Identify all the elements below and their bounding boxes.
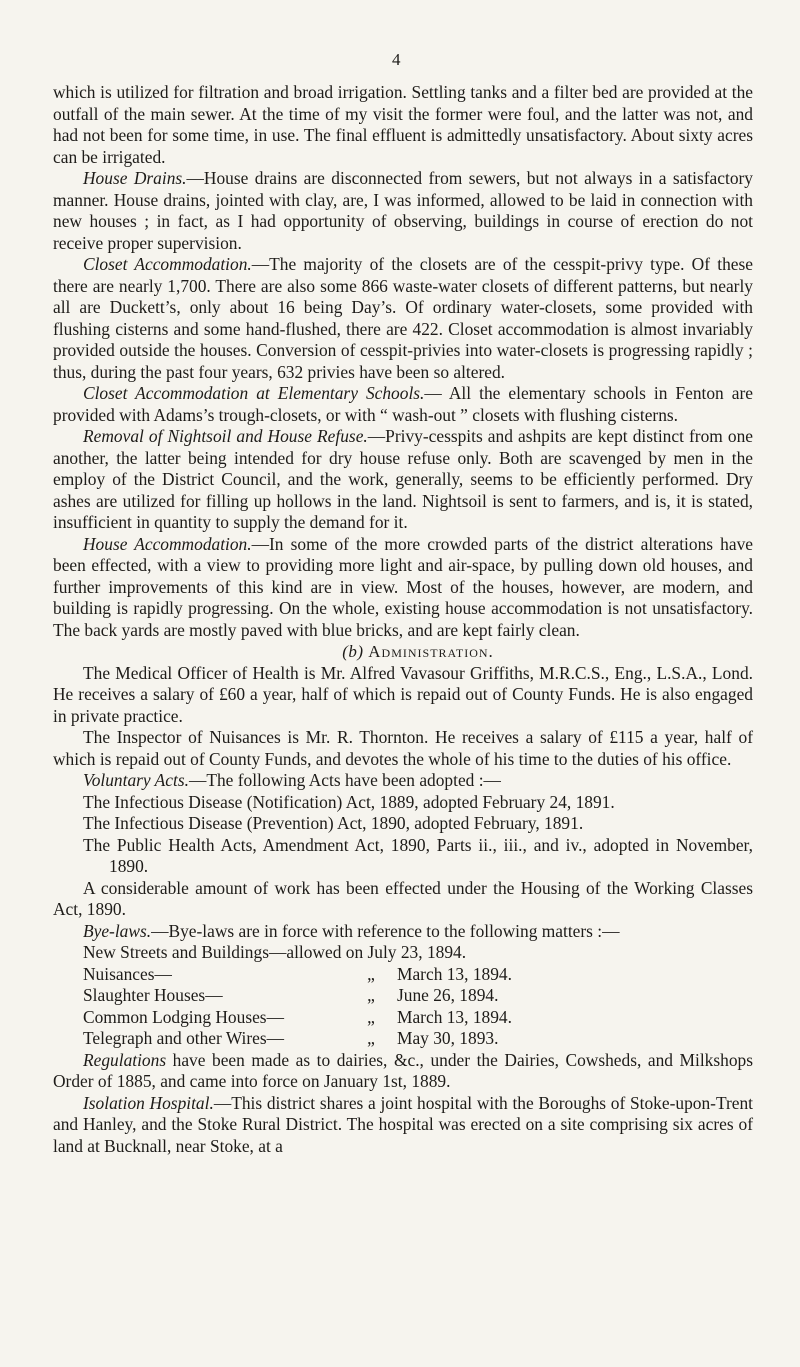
nightsoil-title: Removal of Nightsoil and House Refuse. [83,426,368,446]
closet-accommodation-title: Closet Accommodation. [83,254,252,274]
isolation-hospital-paragraph [53,1093,753,1158]
closet-schools-title: Closet Accommodation at Elementary Schools. [83,383,425,403]
administration-heading [53,641,753,663]
bye-law-date: March 13, 1894. [397,1006,512,1027]
regulations-title: Regulations [83,1049,167,1070]
housing-paragraph: A considerable amount of work has been effected under the Housing of the Working Classes Act, 1890. [53,877,753,919]
opening-paragraph: which is utilized for filtration and broad irrigation. Settling tanks and a filter bed are provided at the outfall of the main sewer. At the time of my visit the former were foul, and the latter was not, and had not been for some time, in use. The final effluent is admittedly unsatisfactory. About sixty acres can be irrigated. [53,82,753,167]
regulations-body: have been made as to dairies, &c., under the Dairies, Cowsheds, and Milkshops Order of 1885, and came into force on January 1st, 1889. [53,1049,753,1091]
voluntary-acts-title: Voluntary Acts. [83,770,189,790]
voluntary-act-item: The Infectious Disease (Prevention) Act, 1890, adopted February, 1891. [83,813,584,833]
bye-law-date: March 13, 1894. [397,963,512,984]
bye-laws-paragraph [53,921,753,943]
medical-officer-paragraph: The Medical Officer of Health is Mr. Alfred Vavasour Griffiths, M.R.C.S., Eng., L.S.A., Lond. He receives a salary of £60 a year, half of which is repaid out of County Funds. He is also engaged in private practice. [53,662,753,726]
ditto-mark: „ [367,963,375,984]
bye-law-subject: New Streets and Buildings—allowed on [83,942,364,962]
bye-law-date: July 23, 1894. [367,942,467,962]
voluntary-act-item: The Public Health Acts, Amendment Act, 1890, Parts ii., iii., and iv., adopted in November, 1890. [83,834,753,876]
house-drains-paragraph [53,168,753,254]
voluntary-acts-body: —The following Acts have been adopted :— [188,770,501,790]
house-accommodation-title: House Accommodation. [83,533,252,554]
house-drains-body: —House drains are disconnected from sewers, but not always in a satisfactory manner. House drains, jointed with clay, are, I was informed, allowed to be laid in connection with new houses ; in fact, as I had opportunity of observing, buildings in course of erection do not receive proper supervision. [53,168,753,253]
page-body [53,82,753,1157]
house-drains-title: House Drains. [83,168,187,188]
closet-schools-body: — All the elementary schools in Fenton are provided with Adams’s trough-closets, or with “ wash-out ” closets with flushing cisterns. [53,383,753,425]
voluntary-act-item: The Infectious Disease (Notification) Act, 1889, adopted February 24, 1891. [83,791,615,812]
house-accommodation-paragraph [53,534,753,642]
bye-law-subject: Slaughter Houses— [83,985,223,1005]
regulations-paragraph [53,1050,753,1093]
isolation-hospital-body: —This district shares a joint hospital with the Boroughs of Stoke-upon-Trent and Hanley, and the Stoke Rural District. The hospital was erected on a site comprising six acres of land at Bucknall, near Stoke, at a [53,1092,753,1156]
voluntary-acts-paragraph [53,770,753,792]
inspector-paragraph: The Inspector of Nuisances is Mr. R. Thornton. He receives a salary of £115 a year, half of which is repaid out of County Funds, and devotes the whole of his time to the duties of his office. [53,727,753,769]
bye-law-row [53,942,753,964]
closet-schools-paragraph [53,383,753,426]
nightsoil-body: —Privy-cesspits and ashpits are kept distinct from one another, the latter being intended for dry house refuse only. Both are scavenged by men in the employ of the District Council, and the work, generally, seems to be efficiently performed. Dry ashes are utilized for filling up hollows in the land. Nightsoil is sent to farmers, and is, it is stated, insufficient in quantity to supply the demand for it. [53,426,753,532]
closet-accommodation-paragraph [53,254,753,383]
bye-laws-body: —Bye-laws are in force with reference to the following matters :— [151,920,620,941]
bye-laws-list [53,942,753,1050]
ditto-mark: „ [367,1006,375,1027]
isolation-hospital-title: Isolation Hospital. [83,1092,214,1113]
ditto-mark: „ [367,985,375,1005]
bye-law-row [53,985,753,1007]
bye-law-date: June 26, 1894. [397,985,499,1005]
bye-law-subject: Telegraph and other Wires— [83,1028,285,1048]
bye-law-subject: Common Lodging Houses— [83,1006,284,1027]
administration-heading-title: Administration. [368,642,494,661]
administration-heading-label: (b) [342,642,364,661]
house-accommodation-body: —In some of the more crowded parts of the district alterations have been effected, with a view to providing more light and air-space, by pulling down old houses, and further improvements of this kind are in view. Most of the houses, however, are modern, and building is rapidly progressing. On the whole, existing house accommodation is not unsatisfactory. The back yards are mostly paved with blue bricks, and are kept fairly clean. [53,533,753,640]
closet-accommodation-body: —The majority of the closets are of the cesspit-privy type. Of these there are nearly 1,700. There are also some 866 waste-water closets of different patterns, but nearly all are Duckett’s, only about 16 being Day’s. Of ordinary water-closets, some provided with flushing cisterns and some hand-flushed, there are 422. Closet accommodation is almost invariably provided outside the houses. Conversion of cesspit-privies into water-closets is progressing rapidly ; thus, during the past four years, 632 privies have been so altered. [53,254,754,382]
bye-law-subject: Nuisances— [83,963,172,984]
bye-law-row [53,1028,753,1050]
page-number: 4 [392,50,401,69]
ditto-mark: „ [367,1028,375,1048]
bye-laws-title: Bye-laws. [83,920,152,941]
nightsoil-paragraph [53,426,753,534]
bye-law-row [53,964,753,986]
bye-law-date: May 30, 1893. [397,1028,499,1048]
bye-law-row [53,1007,753,1029]
